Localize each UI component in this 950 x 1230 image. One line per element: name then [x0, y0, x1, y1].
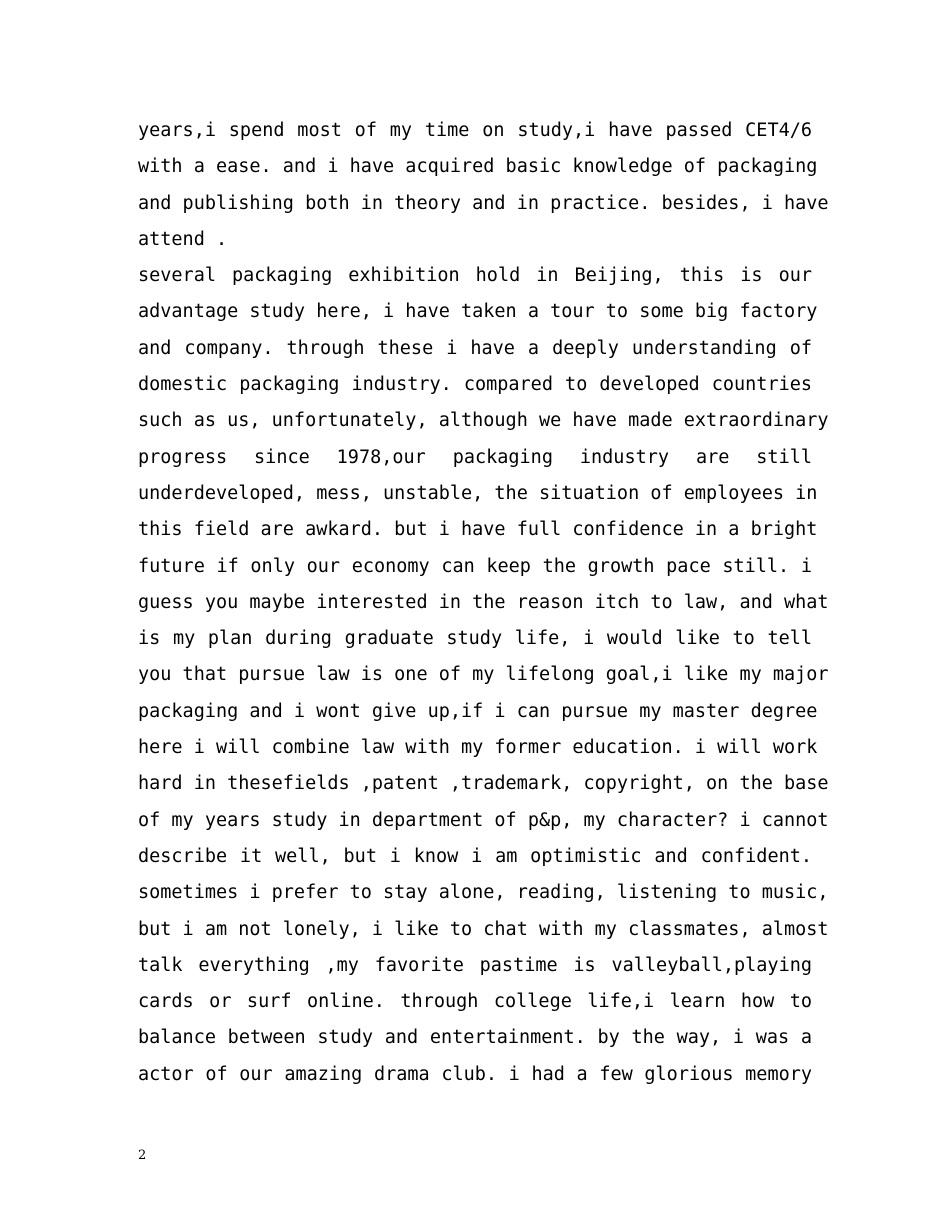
text-line: progress since 1978,our packaging industry are still — [138, 446, 812, 468]
text-line: actor of our amazing drama club. i had a few glorious memory — [138, 1063, 812, 1085]
text-line: attend . — [138, 228, 228, 250]
text-line: cards or surf online. through college life,i learn how to — [138, 991, 812, 1013]
text-line: hard in thesefields ,patent ,trademark, copyright, on the base — [138, 773, 829, 795]
body-text — [138, 113, 829, 1093]
text-line: describe it well, but i know i am optimistic and confident. — [138, 845, 812, 867]
text-line: future if only our economy can keep the growth pace still. i — [138, 555, 812, 577]
text-line: and publishing both in theory and in practice. besides, i have — [138, 192, 829, 214]
text-line: years,i spend most of my time on study,i have passed CET4/6 — [138, 120, 812, 141]
text-line: and company. through these i have a deeply understanding of — [138, 337, 812, 359]
text-line: packaging and i wont give up,if i can pursue my master degree — [138, 700, 818, 722]
text-line: is my plan during graduate study life, i would like to tell — [138, 628, 812, 650]
text-line: balance between study and entertainment. by the way, i was a — [138, 1027, 812, 1049]
text-line: but i am not lonely, i like to chat with my classmates, almost — [138, 918, 829, 940]
text-line: domestic packaging industry. compared to developed countries — [138, 374, 812, 396]
page-number: 2 — [138, 1148, 147, 1163]
text-line: underdeveloped, mess, unstable, the situation of employees in — [138, 482, 818, 504]
text-line: this field are awkard. but i have full confidence in a bright — [138, 519, 818, 541]
text-line: of my years study in department of p&p, my character? i cannot — [138, 809, 829, 831]
text-line: such as us, unfortunately, although we have made extraordinary — [138, 410, 829, 432]
text-line: here i will combine law with my former education. i will work — [138, 737, 818, 759]
text-line: you that pursue law is one of my lifelong goal,i like my major — [138, 664, 829, 686]
text-line: with a ease. and i have acquired basic knowledge of packaging — [138, 156, 818, 178]
text-line: advantage study here, i have taken a tour to some big factory — [138, 301, 818, 323]
text-line: talk everything ,my favorite pastime is valleyball,playing — [138, 954, 812, 976]
text-line: sometimes i prefer to stay alone, reading, listening to music, — [138, 882, 829, 904]
text-line: several packaging exhibition hold in Beijing, this is our — [138, 265, 812, 287]
text-line: guess you maybe interested in the reason itch to law, and what — [138, 591, 829, 613]
